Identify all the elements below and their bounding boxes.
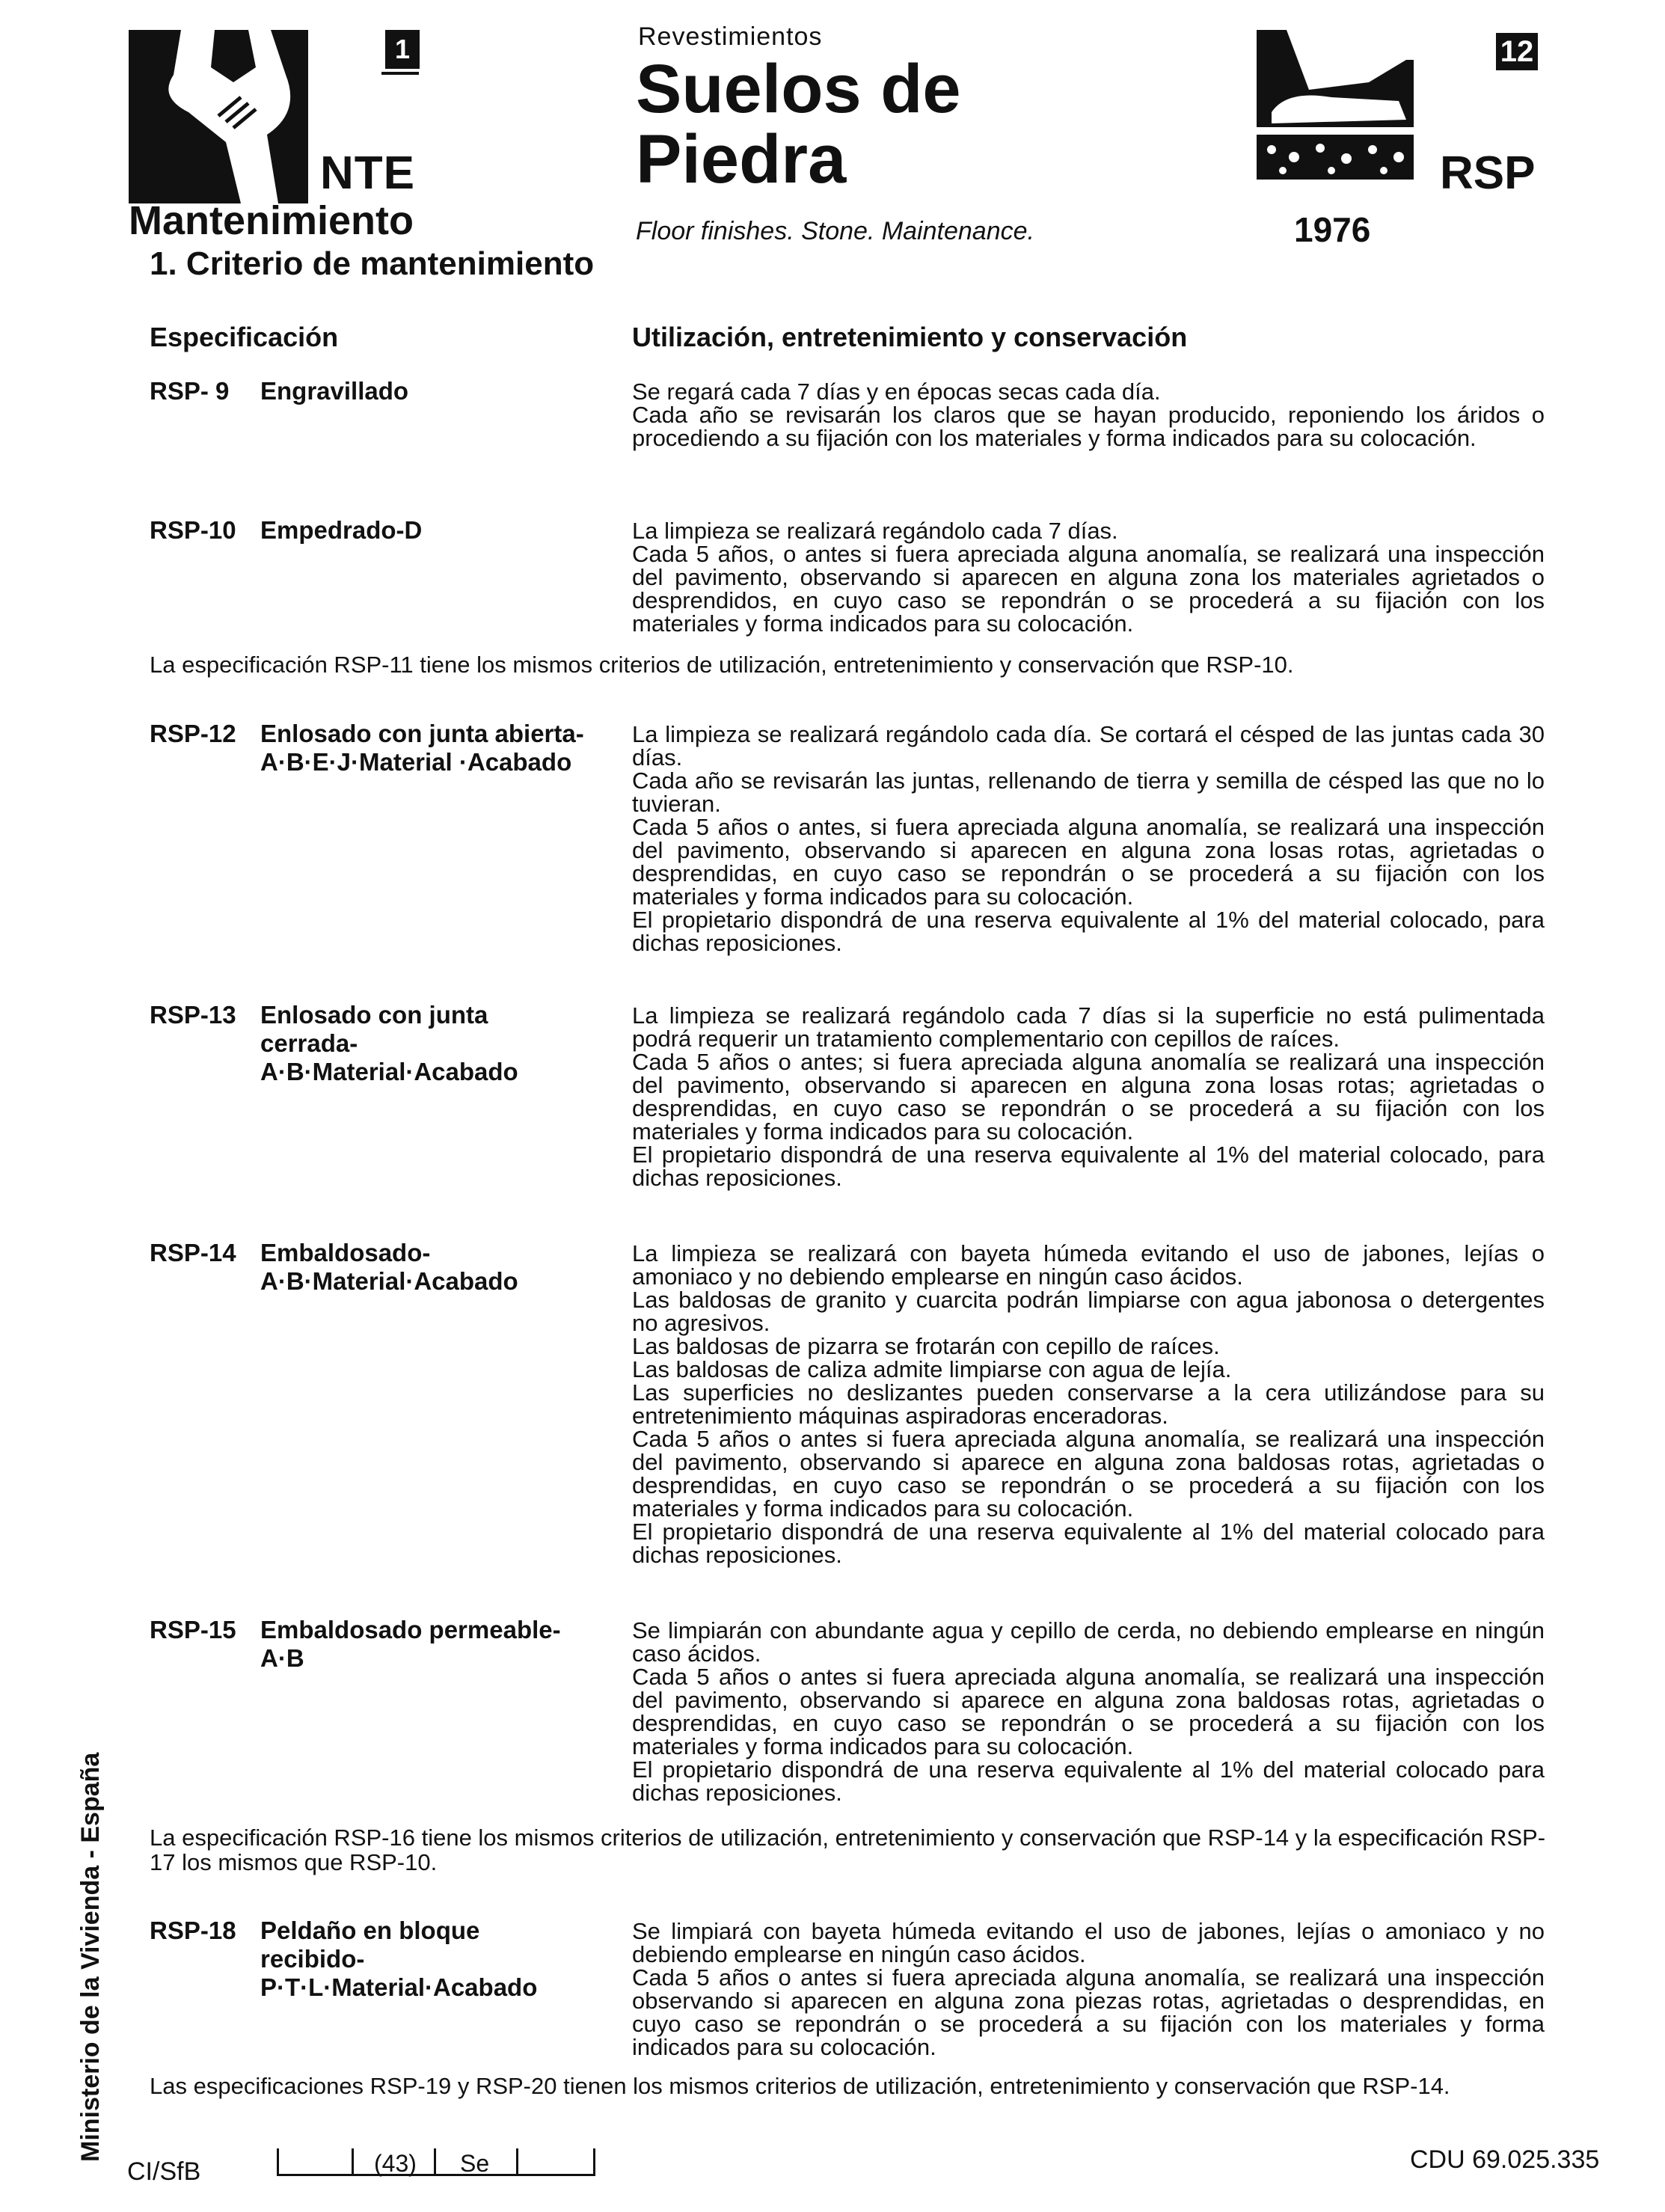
chapter-title: 1. Criterio de mantenimiento <box>150 245 595 282</box>
document-title <box>636 51 961 197</box>
paragraph: El propietario dispondrá de una reserva equivalente al 1% del material colocado, para dichas reposiciones. <box>632 907 1545 956</box>
column-heading-spec: Especificación <box>150 322 339 352</box>
paragraph: Se limpiará con bayeta húmeda evitando el uso de jabones, lejías o amoniaco y no debiendo emplearse en ningún caso ácidos. <box>632 1918 1545 1967</box>
title-line-2: Piedra <box>636 121 847 197</box>
paragraph: El propietario dispondrá de una reserva equivalente al 1% del material colocado, para dichas reposiciones. <box>632 1142 1545 1191</box>
stone-floor-icon <box>1257 30 1414 180</box>
nte-logo <box>129 30 308 203</box>
spec-description <box>632 1920 1545 2059</box>
paragraph: La limpieza se realizará con bayeta húmeda evitando el uso de jabones, lejías o amoniaco y no debiendo emplearse en ningún caso ácidos. <box>632 1240 1545 1290</box>
paragraph: Cada año se revisarán los claros que se hayan producido, reponiendo los áridos o procediendo a su fijación con los materiales y forma indicados para su colocación. <box>632 402 1545 451</box>
english-subtitle: Floor finishes. Stone. Maintenance. <box>636 217 1034 245</box>
classification-code: (43) <box>374 2150 417 2177</box>
spec-name: Embaldosado-A·B·Material·Acabado <box>260 1239 518 1295</box>
paragraph: Las baldosas de caliza admite limpiarse con agua de lejía. <box>632 1356 1232 1382</box>
spec-description <box>632 519 1545 635</box>
nte-label: NTE <box>320 147 415 199</box>
classification-box <box>277 2148 354 2176</box>
title-line-1: Suelos de <box>636 51 961 127</box>
note-rsp11: La especificación RSP-11 tiene los mismos criterios de utilización, entretenimiento y conservación que RSP-10. <box>150 652 1294 678</box>
spec-name: Peldaño en bloque recibido-P·T·L·Material·Acabado <box>260 1917 538 2001</box>
spec-description <box>632 723 1545 955</box>
paragraph: Cada 5 años o antes; si fuera apreciada alguna anomalía se realizará una inspección del pavimento, observando si aparecen en alguna zona losas rotas; agrietadas o desprendidas, en cuyo caso se repondrán o se procederá a su fijación con los materiales y forma indicados para su colocación. <box>632 1049 1545 1145</box>
ministry-side-label: Ministerio de la Vivienda - España <box>76 1752 105 2162</box>
paragraph: La limpieza se realizará regándolo cada 7 días si la superficie no está pulimentada podrá requerir un tratamiento complementario con cepillos de raíces. <box>632 1002 1545 1052</box>
spec-name: Embaldosado permeable-A·B <box>260 1616 561 1672</box>
badge-underline <box>381 72 419 75</box>
spec-code: RSP-14 <box>150 1239 236 1266</box>
classification-code: Se <box>460 2150 490 2177</box>
spec-name: Enlosado con junta cerrada-A·B·Material·Acabado <box>260 1001 518 1085</box>
wrench-icon <box>129 30 308 203</box>
spec-name: Enlosado con junta abierta-A·B·E·J·Material ·Acabado <box>260 720 584 776</box>
floor-illustration <box>1257 30 1414 180</box>
paragraph: Las baldosas de pizarra se frotarán con cepillo de raíces. <box>632 1333 1220 1359</box>
cdu-code: CDU 69.025.335 <box>1410 2145 1600 2174</box>
category-label: Revestimientos <box>638 22 823 51</box>
classification-box <box>516 2148 595 2176</box>
paragraph: Las baldosas de granito y cuarcita podrán limpiarse con agua jabonosa o detergentes no agresivos. <box>632 1287 1545 1336</box>
spec-description <box>632 1619 1545 1804</box>
series-number-badge: 1 <box>385 30 420 69</box>
paragraph: Cada 5 años o antes si fuera apreciada alguna anomalía, se realizará una inspección del pavimento, observando si aparece en alguna zona baldosas rotas, agrietadas o desprendidas, en cuyo caso se repondrán o se procederá a su fijación con los materiales y forma indicados para su colocación. <box>632 1426 1545 1522</box>
spec-description <box>632 380 1545 450</box>
paragraph: Cada 5 años o antes, si fuera apreciada alguna anomalía, se realizará una inspección del pavimento, observando si aparecen en alguna zona losas rotas, agrietadas o desprendidas, en cuyo caso se repondrán o se procederá a su fijación con los materiales y forma indicados para su colocación. <box>632 814 1545 910</box>
paragraph: Las superficies no deslizantes pueden conservarse a la cera utilizándose para su entretenimiento máquinas aspiradoras enceradoras. <box>632 1379 1545 1429</box>
spec-code: RSP-18 <box>150 1917 236 1944</box>
paragraph: Cada 5 años o antes si fuera apreciada alguna anomalía, se realizará una inspección observando si aparecen en alguna zona piezas rotas, agrietadas o desprendidas, en cuyo caso se repondrán o se procederá a su fijación con los materiales y forma indicados para su colocación. <box>632 1964 1545 2060</box>
spec-code: RSP-12 <box>150 720 236 747</box>
note-rsp19-20: Las especificaciones RSP-19 y RSP-20 tienen los mismos criterios de utilización, entretenimiento y conservación que RSP-14. <box>150 2073 1450 2099</box>
paragraph: Cada 5 años o antes si fuera apreciada alguna anomalía, se realizará una inspección del pavimento, observando si aparece en alguna zona baldosas rotas, agrietadas o desprendidas, en cuyo caso se repondrán o se procederá a su fijación con los materiales y forma indicados para su colocación. <box>632 1664 1545 1759</box>
spec-description <box>632 1004 1545 1189</box>
code-label: RSP <box>1440 147 1536 199</box>
spec-code: RSP-13 <box>150 1001 236 1029</box>
spec-code: RSP-10 <box>150 516 236 544</box>
section-title: Mantenimiento <box>129 198 414 243</box>
spec-name: Engravillado <box>260 377 409 405</box>
column-heading-use: Utilización, entretenimiento y conservación <box>632 322 1188 352</box>
note-rsp16-17: La especificación RSP-16 tiene los mismos criterios de utilización, entretenimiento y conservación que RSP-14 y la especificación RSP-17 los mismos que RSP-10. <box>150 1825 1546 1875</box>
paragraph: El propietario dispondrá de una reserva equivalente al 1% del material colocado para dichas reposiciones. <box>632 1519 1545 1568</box>
paragraph: El propietario dispondrá de una reserva equivalente al 1% del material colocado para dichas reposiciones. <box>632 1756 1545 1806</box>
year-label: 1976 <box>1294 210 1371 249</box>
cisfb-label: CI/SfB <box>127 2157 201 2186</box>
paragraph: Se limpiarán con abundante agua y cepillo de cerda, no debiendo emplearse en ningún caso ácidos. <box>632 1617 1545 1667</box>
paragraph: La limpieza se realizará regándolo cada 7 días. <box>632 518 1118 544</box>
sheet-number-badge: 12 <box>1496 33 1538 70</box>
spec-description <box>632 1242 1545 1566</box>
paragraph: La limpieza se realizará regándolo cada día. Se cortará el césped de las juntas cada 30 días. <box>632 721 1545 770</box>
paragraph: Se regará cada 7 días y en épocas secas cada día. <box>632 379 1161 405</box>
spec-name: Empedrado-D <box>260 516 423 544</box>
spec-code: RSP-15 <box>150 1616 236 1643</box>
paragraph: Cada año se revisarán las juntas, rellenando de tierra y semilla de césped las que no lo tuvieran. <box>632 768 1545 817</box>
paragraph: Cada 5 años, o antes si fuera apreciada alguna anomalía, se realizará una inspección del pavimento, observando si aparecen en alguna zona los materiales agrietados o desprendidos, en cuyo caso se repondrán o se procederá a su fijación con los materiales y forma indicados para su colocación. <box>632 541 1545 637</box>
spec-code: RSP- 9 <box>150 377 230 405</box>
